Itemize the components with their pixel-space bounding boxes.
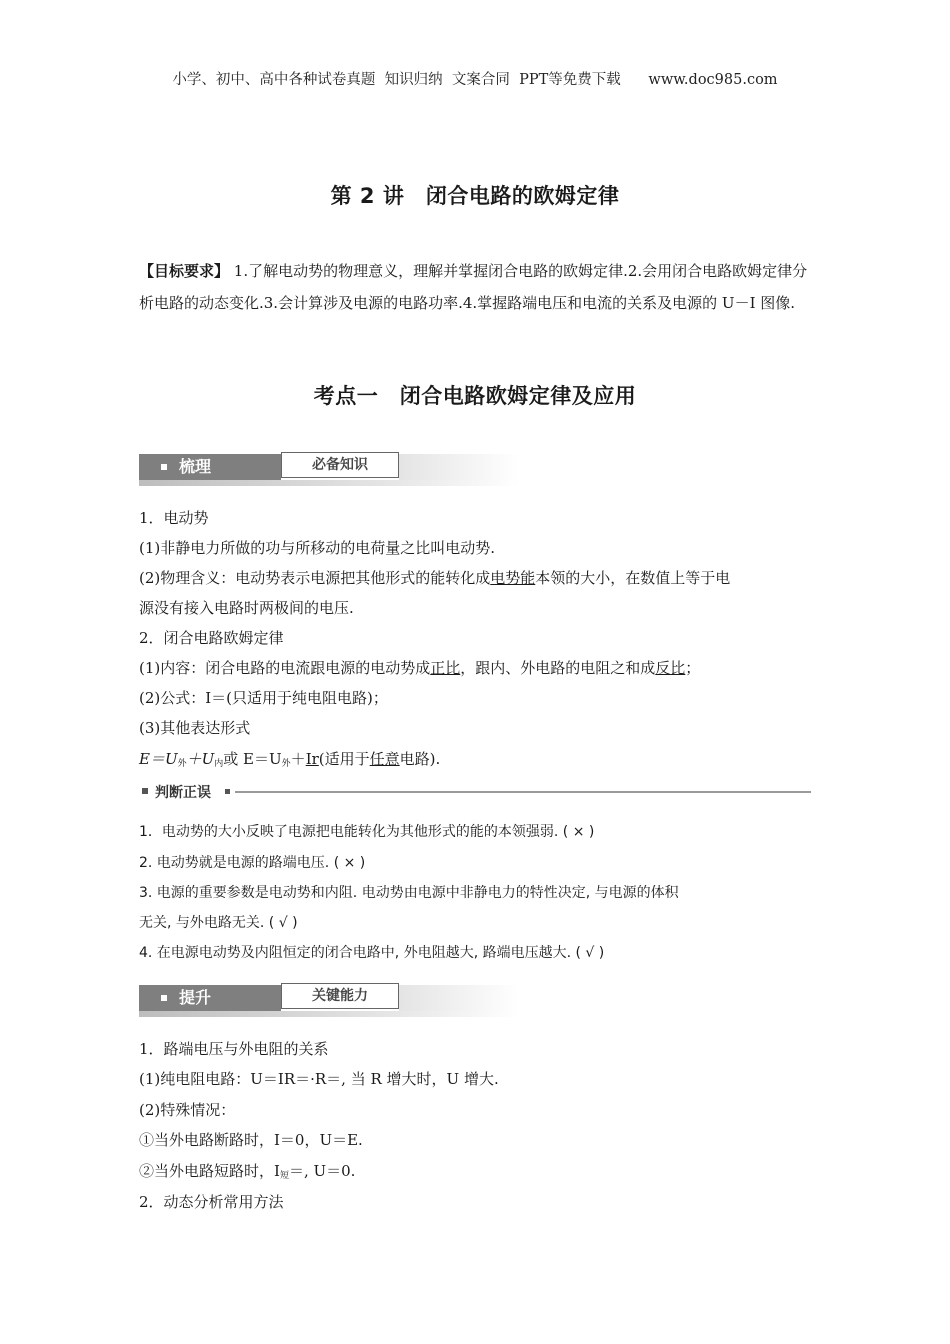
formula-run: 电路). xyxy=(399,750,441,768)
formula-run: ＋ xyxy=(290,750,306,768)
subscript: 短 xyxy=(279,1171,289,1181)
square-bullet-icon xyxy=(225,789,230,794)
ability-para-4 xyxy=(139,1160,814,1181)
knowledge-heading-1: 1．电动势 xyxy=(139,509,209,527)
goal-tag: 【目标要求】 xyxy=(139,262,230,280)
judge-label: 判断正误 xyxy=(155,785,211,801)
learning-goals xyxy=(139,255,811,319)
blank-answer: 电势能 xyxy=(490,569,536,587)
blank-answer: 反比 xyxy=(655,659,686,677)
knowledge-para-4: (2)公式：I＝(只适用于纯电阻电路)； xyxy=(139,689,388,707)
banner-dark-label: 梳理 xyxy=(139,454,281,480)
page-header: 小学、初中、高中各种试卷真题 知识归纳 文案合同 PPT等免费下载 www.doc985.com xyxy=(172,72,778,88)
banner-ability xyxy=(139,983,519,1017)
formula-run: E＝U xyxy=(139,750,178,768)
judge-header xyxy=(139,782,811,802)
text-run: ＝, U＝0. xyxy=(288,1162,356,1180)
judge-rule xyxy=(235,791,811,793)
blank-answer: Ir xyxy=(305,750,319,768)
formula-run: 或 E＝U xyxy=(223,750,282,768)
knowledge-heading-2: 2．闭合电路欧姆定律 xyxy=(139,629,284,647)
banner-box-label: 关键能力 xyxy=(281,983,399,1009)
knowledge-para-5: (3)其他表达形式 xyxy=(139,719,251,737)
banner-underline xyxy=(139,1011,519,1017)
section-title: 考点一 闭合电路欧姆定律及应用 xyxy=(313,384,637,408)
blank-answer: 任意 xyxy=(369,750,400,768)
lecture-title: 第 2 讲 闭合电路的欧姆定律 xyxy=(330,184,620,208)
knowledge-para-2 xyxy=(139,567,814,588)
text-run: 本领的大小，在数值上等于电 xyxy=(535,569,731,587)
text-run: ； xyxy=(685,659,701,677)
judge-item-3-cont: 无关, 与外电路无关. ( √ ) xyxy=(139,915,298,931)
ability-para-2: (2)特殊情况： xyxy=(139,1101,236,1119)
square-bullet-icon xyxy=(142,788,148,794)
text-run: (1)内容：闭合电路的电流跟电源的电动势成 xyxy=(139,659,431,677)
judge-item-3: 3. 电源的重要参数是电动势和内阻. 电动势由电源中非静电力的特性决定, 与电源的体积 xyxy=(139,885,679,901)
banner-box-label: 必备知识 xyxy=(281,452,399,478)
subscript: 内 xyxy=(214,759,224,769)
text-run: (2)物理含义：电动势表示电源把其他形式的能转化成 xyxy=(139,569,491,587)
judge-item-1: 1．电动势的大小反映了电源把电能转化为其他形式的能的本领强弱. ( × ) xyxy=(139,824,595,840)
subscript: 外 xyxy=(281,759,291,769)
ability-para-3: ①当外电路断路时，I＝0，U＝E. xyxy=(139,1131,363,1149)
ability-heading-2: 2．动态分析常用方法 xyxy=(139,1193,284,1211)
formula-run: ＋U xyxy=(186,750,215,768)
goal-text: 1.了解电动势的物理意义，理解并掌握闭合电路的欧姆定律.2.会用闭合电路欧姆定律分析电路的动态变化.3.会计算涉及电源的电路功率.4.掌握路端电压和电流的关系及电源的 U－I 图像. xyxy=(139,262,808,312)
formula-run: (适用于 xyxy=(318,750,370,768)
knowledge-formula xyxy=(139,748,814,769)
judge-item-2: 2. 电动势就是电源的路端电压. ( × ) xyxy=(139,855,366,871)
judge-item-4: 4. 在电源电动势及内阻恒定的闭合电路中, 外电阻越大, 路端电压越大. ( √ ) xyxy=(139,945,605,961)
ability-para-1: (1)纯电阻电路：U＝IR＝·R＝, 当 R 增大时，U 增大. xyxy=(139,1070,499,1088)
banner-review xyxy=(139,452,519,486)
ability-heading-1: 1．路端电压与外电阻的关系 xyxy=(139,1040,329,1058)
text-run: ，跟内、外电路的电阻之和成 xyxy=(460,659,656,677)
subscript: 外 xyxy=(177,759,187,769)
banner-fade xyxy=(399,454,519,480)
knowledge-para-1: (1)非静电力所做的功与所移动的电荷量之比叫电动势. xyxy=(139,539,496,557)
blank-answer: 正比 xyxy=(430,659,461,677)
banner-fade xyxy=(399,985,519,1011)
banner-underline xyxy=(139,480,519,486)
text-run: ②当外电路短路时，I xyxy=(139,1162,280,1180)
knowledge-para-2-cont: 源没有接入电路时两极间的电压. xyxy=(139,599,354,617)
banner-dark-label: 提升 xyxy=(139,985,281,1011)
knowledge-para-3 xyxy=(139,657,814,678)
